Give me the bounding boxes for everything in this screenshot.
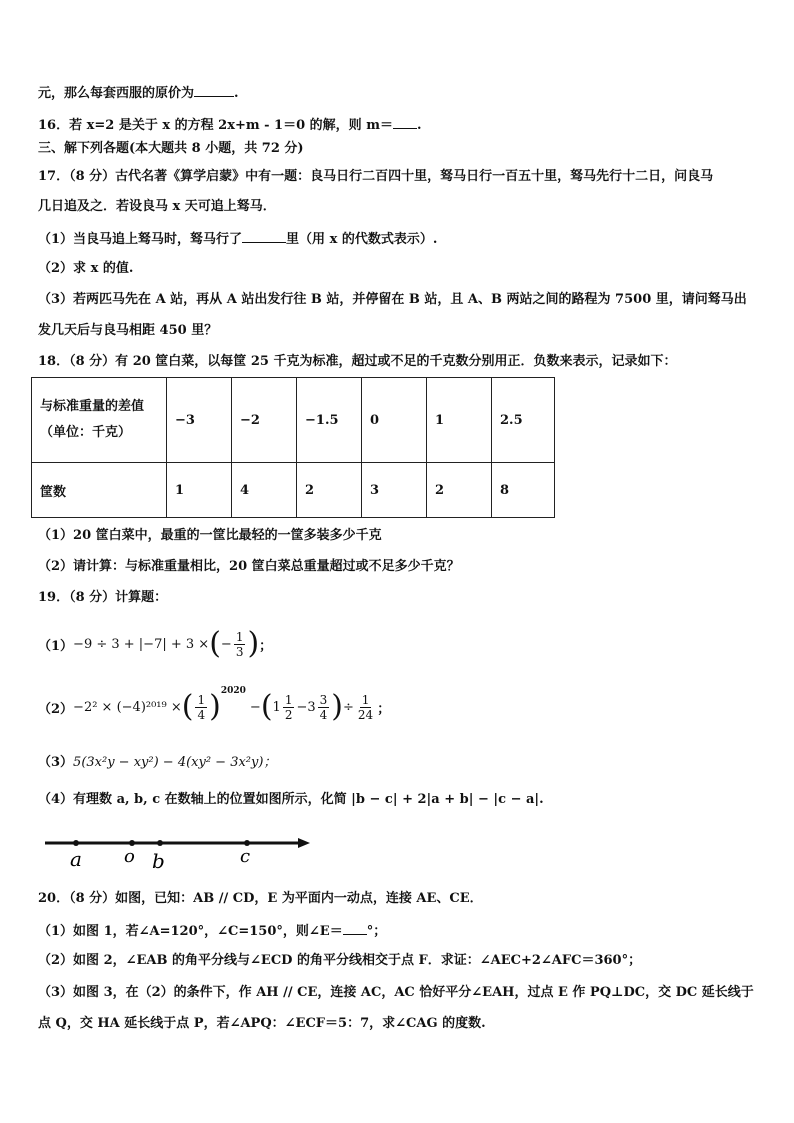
expression-end: ；: [259, 638, 273, 654]
table-cell: 2: [427, 463, 492, 518]
table-cell: 1: [427, 378, 492, 463]
question-20: 20．（8 分）如图，已知：AB // CD，E 为平面内一动点，连接 AE、CE．: [38, 891, 483, 906]
answer-blank: [393, 116, 417, 129]
q17-1-text: （1）当良马追上驽马时，驽马行了: [38, 232, 243, 247]
weight-table: [31, 377, 555, 518]
q20-1-text: （1）如图 1，若∠A=120°，∠C=150°，则∠E＝: [38, 924, 343, 939]
q15-end: .: [234, 86, 239, 101]
label-o: o: [124, 846, 135, 867]
label-c: c: [240, 846, 251, 867]
question-19: 19．（8 分）计算题：: [38, 590, 168, 605]
question-18-part-1: （1）20 筐白菜中，最重的一筐比最轻的一筐多装多少千克: [38, 528, 382, 543]
denominator: 24: [357, 707, 374, 722]
right-paren: ): [247, 626, 260, 661]
q17-1-end: 里（用 x 的代数式表示）.: [286, 232, 438, 247]
point-a: [73, 840, 79, 846]
question-17-part-1: [38, 230, 437, 248]
operator: ÷: [343, 699, 354, 715]
label-a: a: [70, 847, 82, 871]
question-19-part-2: [38, 684, 390, 730]
table-cell: −3: [167, 378, 232, 463]
question-18-part-2: （2）请计算：与标准重量相比，20 筐白菜总重量超过或不足多少千克？: [38, 559, 460, 574]
question-20-part-3-line-1: （3）如图 3，在（2）的条件下，作 AH // CE，连接 AC，AC 恰好平分∠EAH，过点 E 作 PQ⊥DC，交 DC 延长线于: [38, 985, 754, 1000]
table-cell: 8: [492, 463, 555, 518]
expression: 5(3x²y − xy²) − 4(xy² − 3x²y)；: [73, 754, 277, 770]
question-20-part-3-line-2: 点 Q，交 HA 延长线于点 P，若∠APQ：∠ECF＝5：7，求∠CAG 的度数.: [38, 1016, 486, 1031]
left-paren: (: [260, 689, 273, 724]
table-header-cell: [32, 378, 167, 463]
fraction: [234, 630, 246, 659]
question-17-part-2: （2）求 x 的值.: [38, 261, 134, 276]
q16-end: .: [416, 118, 422, 133]
part-label: （2）: [38, 701, 74, 717]
table-cell: 2.5: [492, 378, 555, 463]
fraction: [318, 693, 330, 722]
q15-continuation: [38, 84, 239, 102]
right-paren: ): [331, 689, 343, 724]
mixed-whole: 1: [272, 699, 281, 715]
point-b: [157, 840, 163, 846]
table-cell: 4: [232, 463, 297, 518]
expression-end: ；: [377, 701, 391, 717]
question-17-part-3-line-2: 发几天后与良马相距 450 里？: [38, 323, 218, 338]
table-row: [32, 378, 555, 463]
fraction: [356, 693, 375, 722]
part-label: （1）: [38, 638, 74, 654]
table-cell: 2: [297, 463, 362, 518]
answer-blank: [242, 230, 286, 243]
table-cell: 1: [167, 463, 232, 518]
question-17-line-1: 17．（8 分）古代名著《算学启蒙》中有一题：良马日行二百四十里，驽马日行一百五十里，驽马先行十二日，问良马: [38, 169, 714, 184]
label-b: b: [152, 849, 165, 872]
denominator: 3: [235, 644, 244, 659]
question-19-part-4: （4）有理数 a, b, c 在数轴上的位置如图所示，化简 |b − c| + 2|a + b| − |c − a|.: [38, 792, 544, 807]
mixed-whole: 3: [307, 699, 316, 715]
left-paren: (: [181, 689, 194, 724]
table-cell: −1.5: [297, 378, 362, 463]
q20-1-end: °；: [366, 924, 387, 939]
part-label: （3）: [38, 754, 74, 770]
numerator: 1: [284, 692, 293, 707]
table-cell: −2: [232, 378, 297, 463]
header-line-2: （单位：千克）: [40, 425, 132, 440]
numerator: 1: [361, 692, 370, 707]
q15-text: 元，那么每套西服的原价为: [38, 86, 195, 101]
denominator: 4: [197, 707, 206, 722]
right-paren: ): [209, 689, 221, 724]
q16-text: 16．若 x=2 是关于 x 的方程 2x+m - 1＝0 的解，则 m＝: [38, 118, 393, 133]
question-16: [38, 116, 421, 134]
section-3-heading: 三、解下列各题(本大题共 8 小题，共 72 分): [38, 141, 304, 156]
table-row: [32, 463, 555, 518]
table-header-cell: 筐数: [32, 463, 167, 518]
question-17-part-3-line-1: （3）若两匹马先在 A 站，再从 A 站出发行往 B 站，并停留在 B 站，且 A、B 两站之间的路程为 7500 里，请问驽马出: [38, 292, 747, 307]
answer-blank: [194, 84, 234, 97]
question-18: 18．（8 分）有 20 筐白菜，以每筐 25 千克为标准，超过或不足的千克数分别用正．负数来表示，记录如下：: [38, 354, 677, 369]
table-cell: 0: [362, 378, 427, 463]
denominator: 2: [284, 707, 293, 722]
minus-sign: −: [220, 636, 232, 652]
table-cell: 3: [362, 463, 427, 518]
header-line-1: 与标准重量的差值: [40, 399, 145, 414]
expression: −2² × (−4)²⁰¹⁹ ×: [73, 699, 182, 715]
left-paren: (: [209, 626, 221, 661]
fraction: [283, 693, 295, 722]
exponent: 2020: [220, 686, 246, 696]
question-19-part-3: [38, 748, 276, 772]
expression: −9 ÷ 3 + |−7| + 3 ×: [73, 636, 210, 652]
question-17-line-2: 几日追及之．若设良马 x 天可追上驽马．: [38, 199, 276, 214]
number-line: [40, 828, 320, 872]
numerator: 1: [197, 692, 206, 707]
operator: −: [249, 699, 261, 715]
fraction: [195, 693, 207, 722]
answer-blank: [343, 922, 367, 935]
arrow-head-icon: [298, 838, 310, 848]
numerator: 1: [235, 629, 244, 644]
numerator: 3: [319, 692, 328, 707]
question-20-part-1: [38, 922, 386, 940]
denominator: 4: [319, 707, 328, 722]
question-20-part-2: （2）如图 2，∠EAB 的角平分线与∠ECD 的角平分线相交于点 F．求证：∠AEC+2∠AFC＝360°；: [38, 953, 642, 968]
question-19-part-1: [38, 622, 272, 666]
minus-sign: −: [296, 699, 308, 715]
